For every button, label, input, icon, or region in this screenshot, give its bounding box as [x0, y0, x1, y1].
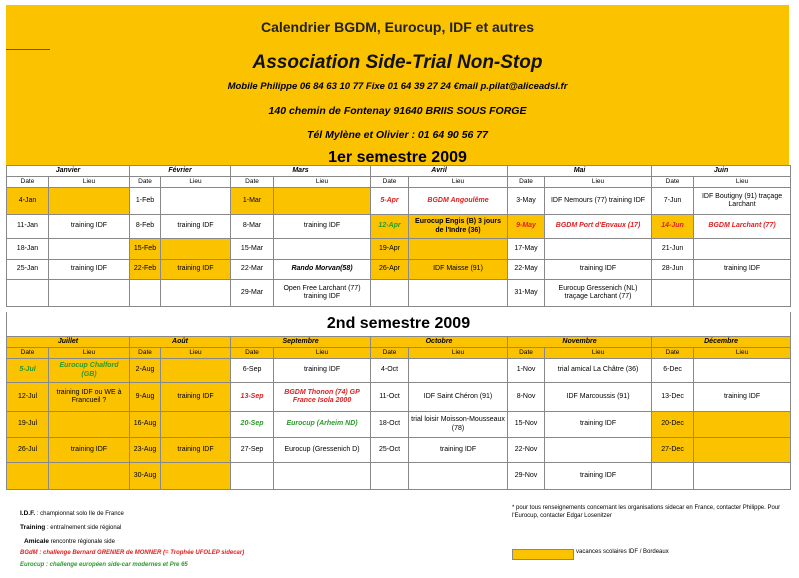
table-row: [7, 359, 791, 383]
column-header-lieu: Lieu: [274, 177, 371, 188]
lieu-cell: BGDM Thonon (74) GP France Isola 2000: [274, 383, 371, 412]
lieu-cell: training IDF: [161, 215, 231, 239]
lieu-cell: training IDF: [545, 412, 652, 438]
date-cell: 12-Apr: [371, 215, 409, 239]
lieu-cell: training IDF: [694, 383, 791, 412]
header-banner: [6, 5, 789, 165]
month-header: Novembre: [508, 337, 652, 348]
lieu-cell: BGDM Port d'Envaux (17): [545, 215, 652, 239]
date-cell: 31-May: [508, 280, 545, 307]
month-header: Décembre: [652, 337, 791, 348]
column-header-date: Date: [7, 177, 49, 188]
lieu-cell: IDF Maisse (91): [409, 260, 508, 280]
lieu-cell: [161, 359, 231, 383]
table-row: [7, 463, 791, 490]
lieu-cell: [545, 438, 652, 463]
lieu-cell: training IDF: [274, 359, 371, 383]
lieu-cell: [49, 463, 130, 490]
header-rule: [6, 49, 50, 50]
lieu-cell: [694, 280, 791, 307]
association-name: Association Side-Trial Non-Stop: [252, 52, 543, 73]
table-row: [7, 188, 791, 215]
lieu-cell: training IDF: [161, 260, 231, 280]
legend-idf: I.D.F. : championnat solo Ile de France: [20, 510, 124, 517]
lieu-cell: [49, 412, 130, 438]
lieu-cell: [694, 359, 791, 383]
date-cell: [130, 280, 161, 307]
date-cell: 18-Oct: [371, 412, 409, 438]
column-header-date: Date: [508, 177, 545, 188]
month-header: Avril: [371, 166, 508, 177]
date-cell: 22-May: [508, 260, 545, 280]
column-header-lieu: Lieu: [694, 348, 791, 359]
column-header-date: Date: [652, 348, 694, 359]
date-cell: 8-Mar: [231, 215, 274, 239]
lieu-cell: [694, 239, 791, 260]
date-cell: [371, 280, 409, 307]
date-cell: [7, 463, 49, 490]
contact-line: Mobile Philippe 06 84 63 10 77 Fixe 01 64 39 27 24 €mail p.pilat@aliceadsl.fr: [227, 81, 568, 92]
lieu-cell: training IDF: [49, 260, 130, 280]
column-header-date: Date: [7, 348, 49, 359]
table-row: [7, 412, 791, 438]
date-cell: 16-Aug: [130, 412, 161, 438]
column-header-lieu: Lieu: [274, 348, 371, 359]
month-header: Janvier: [7, 166, 130, 177]
date-cell: 15-Nov: [508, 412, 545, 438]
column-header-date: Date: [371, 177, 409, 188]
date-cell: [371, 463, 409, 490]
lieu-cell: [694, 438, 791, 463]
date-cell: 7-Jun: [652, 188, 694, 215]
date-cell: 11-Oct: [371, 383, 409, 412]
date-cell: 22-Feb: [130, 260, 161, 280]
vacances-swatch: [512, 549, 574, 560]
month-header: Septembre: [231, 337, 371, 348]
month-header: Mai: [508, 166, 652, 177]
date-cell: 13-Sep: [231, 383, 274, 412]
date-cell: 21-Jun: [652, 239, 694, 260]
legend-note: * pour tous renseignements concernant les organisations sidecar en France, contacter Philippe. Pour l'Eurocup, contacter Edgar Losenitzer: [512, 505, 781, 519]
lieu-cell: Eurocup (Arheim ND): [274, 412, 371, 438]
lieu-cell: training IDF: [161, 383, 231, 412]
lieu-cell: Eurocup Engis (B) 3 jours de l'Indre (36): [409, 215, 508, 239]
date-cell: 27-Sep: [231, 438, 274, 463]
date-cell: 15-Feb: [130, 239, 161, 260]
lieu-cell: training IDF: [161, 438, 231, 463]
date-cell: 17-May: [508, 239, 545, 260]
lieu-cell: [161, 188, 231, 215]
lieu-cell: [274, 239, 371, 260]
column-header-date: Date: [130, 348, 161, 359]
date-cell: 25-Oct: [371, 438, 409, 463]
date-cell: 28-Jun: [652, 260, 694, 280]
date-cell: 8-Feb: [130, 215, 161, 239]
lieu-cell: IDF Nemours (77) training IDF: [545, 188, 652, 215]
date-cell: 3-May: [508, 188, 545, 215]
lieu-cell: [409, 463, 508, 490]
lieu-cell: IDF Saint Chéron (91): [409, 383, 508, 412]
semester1-table: [6, 165, 791, 307]
date-cell: [652, 463, 694, 490]
date-cell: 1-Mar: [231, 188, 274, 215]
date-cell: 18-Jan: [7, 239, 49, 260]
lieu-cell: IDF Boutigny (91) traçage Larchant: [694, 188, 791, 215]
date-cell: 23-Aug: [130, 438, 161, 463]
lieu-cell: training IDF: [409, 438, 508, 463]
lieu-cell: [694, 412, 791, 438]
table-row: [7, 438, 791, 463]
lieu-cell: [274, 463, 371, 490]
lieu-cell: training IDF: [49, 215, 130, 239]
lieu-cell: [49, 239, 130, 260]
lieu-cell: [409, 359, 508, 383]
lieu-cell: training IDF ou WE à Francueil ?: [49, 383, 130, 412]
date-cell: 19-Jul: [7, 412, 49, 438]
table-row: [7, 239, 791, 260]
column-header-lieu: Lieu: [409, 348, 508, 359]
lieu-cell: [161, 463, 231, 490]
date-cell: 22-Mar: [231, 260, 274, 280]
lieu-cell: [409, 239, 508, 260]
month-header: Août: [130, 337, 231, 348]
legend-training: Training : entraînement side régional: [20, 524, 122, 531]
legend-amicale: Amicale rencontre régionale side: [24, 538, 115, 545]
column-header-lieu: Lieu: [545, 177, 652, 188]
month-header: Juin: [652, 166, 791, 177]
semester1-title: 1er semestre 2009: [328, 149, 467, 166]
date-cell: 20-Sep: [231, 412, 274, 438]
date-cell: 29-Mar: [231, 280, 274, 307]
lieu-cell: [545, 239, 652, 260]
date-cell: 30-Aug: [130, 463, 161, 490]
lieu-cell: training IDF: [545, 260, 652, 280]
lieu-cell: BGDM Larchant (77): [694, 215, 791, 239]
date-cell: 14-Jun: [652, 215, 694, 239]
lieu-cell: training IDF: [274, 215, 371, 239]
table-row: [7, 260, 791, 280]
date-cell: 8-Nov: [508, 383, 545, 412]
date-cell: 19-Apr: [371, 239, 409, 260]
column-header-lieu: Lieu: [161, 348, 231, 359]
date-cell: 4-Jan: [7, 188, 49, 215]
date-cell: 29-Nov: [508, 463, 545, 490]
column-header-lieu: Lieu: [161, 177, 231, 188]
column-header-lieu: Lieu: [409, 177, 508, 188]
date-cell: 26-Apr: [371, 260, 409, 280]
date-cell: 26-Jul: [7, 438, 49, 463]
lieu-cell: trial loisir Moisson-Mousseaux (78): [409, 412, 508, 438]
date-cell: 5-Apr: [371, 188, 409, 215]
date-cell: [7, 280, 49, 307]
tel-line: Tél Mylène et Olivier : 01 64 90 56 77: [307, 129, 488, 141]
date-cell: [652, 280, 694, 307]
column-header-date: Date: [231, 177, 274, 188]
lieu-cell: [161, 412, 231, 438]
semester2-table: [6, 336, 791, 490]
column-header-lieu: Lieu: [694, 177, 791, 188]
lieu-cell: Eurocup (Gressenich D): [274, 438, 371, 463]
date-cell: 15-Mar: [231, 239, 274, 260]
month-header: Février: [130, 166, 231, 177]
lieu-cell: training IDF: [694, 260, 791, 280]
lieu-cell: training IDF: [49, 438, 130, 463]
date-cell: 12-Jul: [7, 383, 49, 412]
lieu-cell: [409, 280, 508, 307]
column-header-date: Date: [371, 348, 409, 359]
date-cell: 1-Nov: [508, 359, 545, 383]
date-cell: 13-Dec: [652, 383, 694, 412]
page-title: Calendrier BGDM, Eurocup, IDF et autres: [260, 19, 535, 35]
lieu-cell: training IDF: [545, 463, 652, 490]
date-cell: [231, 463, 274, 490]
column-header-date: Date: [130, 177, 161, 188]
semester2-title: 2nd semestre 2009: [6, 312, 791, 336]
table-row: [7, 215, 791, 239]
date-cell: 4-Oct: [371, 359, 409, 383]
month-header: Octobre: [371, 337, 508, 348]
date-cell: 5-Jul: [7, 359, 49, 383]
date-cell: 20-Dec: [652, 412, 694, 438]
legend-eurocup: Eurocup : challenge européen side-car modernes et Pre 65: [20, 562, 188, 568]
date-cell: 1-Feb: [130, 188, 161, 215]
month-header: Juillet: [7, 337, 130, 348]
date-cell: 9-Aug: [130, 383, 161, 412]
lieu-cell: [694, 463, 791, 490]
date-cell: 25-Jan: [7, 260, 49, 280]
date-cell: 2-Aug: [130, 359, 161, 383]
date-cell: 11-Jan: [7, 215, 49, 239]
lieu-cell: [49, 280, 130, 307]
lieu-cell: Open Free Larchant (77) training IDF: [274, 280, 371, 307]
date-cell: 6-Sep: [231, 359, 274, 383]
legend-bgdm: BGdM : challenge Bernard GRENIER de MONNER (= Trophée UFOLEP sidecar): [20, 550, 245, 556]
lieu-cell: Eurocup Gressenich (NL) traçage Larchant (77): [545, 280, 652, 307]
lieu-cell: Rando Morvan(58): [274, 260, 371, 280]
date-cell: 27-Dec: [652, 438, 694, 463]
column-header-date: Date: [652, 177, 694, 188]
lieu-cell: [161, 280, 231, 307]
column-header-lieu: Lieu: [49, 177, 130, 188]
date-cell: 22-Nov: [508, 438, 545, 463]
lieu-cell: BGDM Angoulême: [409, 188, 508, 215]
lieu-cell: [49, 188, 130, 215]
address-line: 140 chemin de Fontenay 91640 BRIIS SOUS FORGE: [268, 105, 527, 117]
column-header-date: Date: [508, 348, 545, 359]
lieu-cell: trial amical La Châtre (36): [545, 359, 652, 383]
lieu-cell: [161, 239, 231, 260]
legend-vacances: vacances scolaires IDF / Bordeaux: [576, 549, 669, 555]
lieu-cell: [274, 188, 371, 215]
date-cell: 6-Dec: [652, 359, 694, 383]
lieu-cell: Eurocup Chalford (GB): [49, 359, 130, 383]
lieu-cell: IDF Marcoussis (91): [545, 383, 652, 412]
month-header: Mars: [231, 166, 371, 177]
column-header-lieu: Lieu: [49, 348, 130, 359]
table-row: [7, 280, 791, 307]
column-header-lieu: Lieu: [545, 348, 652, 359]
table-row: [7, 383, 791, 412]
column-header-date: Date: [231, 348, 274, 359]
date-cell: 9-May: [508, 215, 545, 239]
